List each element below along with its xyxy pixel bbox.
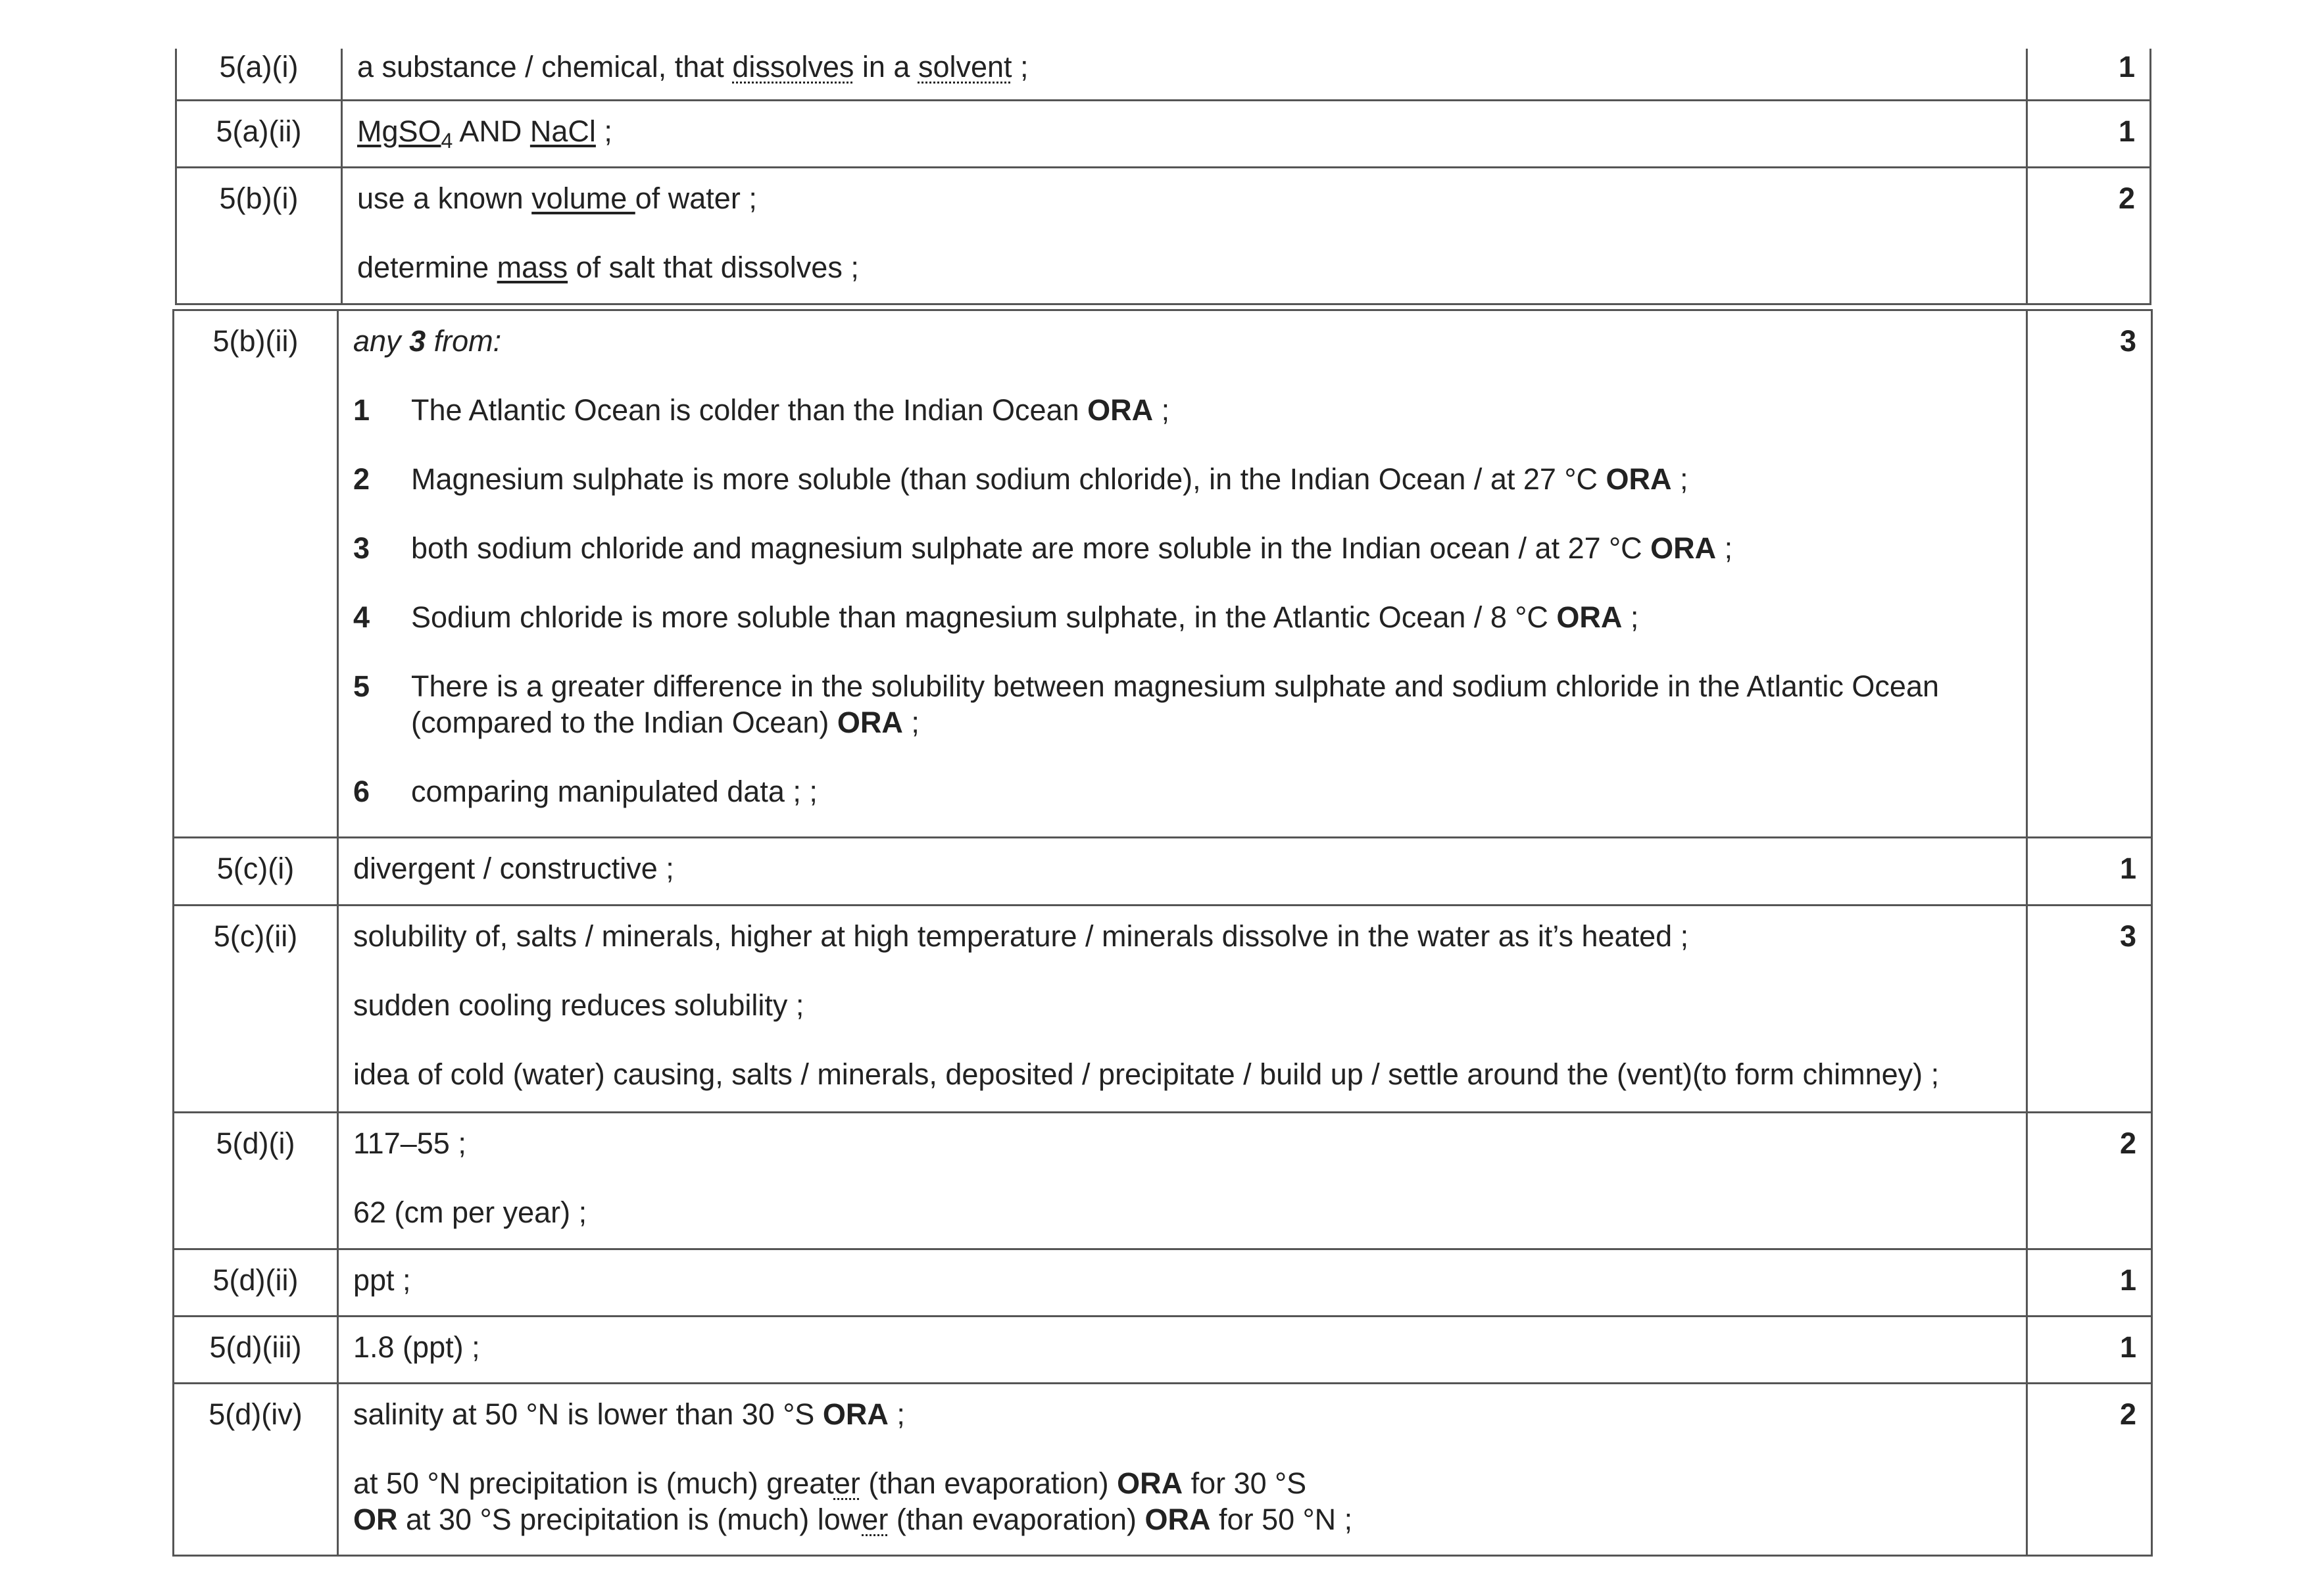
table-row [176,167,2151,304]
question-number: 5(d)(iii) [174,1317,338,1384]
mark-scheme-table-lower [172,309,2153,1557]
answer-text: a substance / chemical, that [357,50,733,84]
question-number: 5(d)(i) [174,1113,338,1249]
table-row [174,310,2152,838]
answer-line: sudden cooling reduces solubility ; [353,988,804,1022]
keyword: solvent [918,50,1012,84]
list-item: 5 There is a greater difference in the solubility between magnesium sulphate and sodium chloride in the Atlantic Ocean (compared to the Indian Ocean) ORA ; [353,669,1940,739]
answer-text: ; [595,114,612,148]
formula-mgso4: MgSO$_4$ [357,114,453,153]
table-row [174,838,2152,906]
list-item: 4 Sodium chloride is more soluble than magnesium sulphate, in the Atlantic Ocean / 8 °C ORA ; [353,600,1639,634]
answer-cell: 1.8 (ppt) ; [338,1317,2027,1384]
marks: 1 [2027,1249,2152,1317]
list-item: 1 The Atlantic Ocean is colder than the Indian Ocean ORA ; [353,393,1170,427]
answer-line: use a known volume of water ; [357,181,757,215]
question-number: 5(c)(i) [174,838,338,906]
mark-scheme-table-upper [175,49,2151,305]
question-number: 5(a)(i) [176,49,342,100]
marks: 2 [2027,1113,2152,1249]
table-row [174,1113,2152,1249]
answer-text: AND [453,114,530,148]
answer-cell [342,49,2027,100]
answer-line: idea of cold (water) causing, salts / minerals, deposited / precipitate / build up / settle around the (vent)(to form chimney) ; [353,1057,1940,1091]
answer-line: salinity at 50 °N is lower than 30 °S ORA ; [353,1397,905,1431]
answer-cell [338,310,2027,838]
answer-text: ; [1012,50,1029,84]
formula-nacl: NaCl [529,114,596,148]
table-row [174,1384,2152,1556]
question-number: 5(b)(i) [176,167,342,304]
table-row [174,1317,2152,1384]
answer-cell [342,100,2027,167]
question-number: 5(d)(ii) [174,1249,338,1317]
keyword: dissolves [732,50,854,84]
question-number: 5(b)(ii) [174,310,338,838]
answer-line: OR at 30 °S precipitation is (much) lower (than evaporation) ORA for 50 °N ; [353,1503,1353,1536]
answer-line: determine mass of salt that dissolves ; [357,250,859,284]
marks: 3 [2027,310,2152,838]
answer-line: 117–55 ; [353,1126,466,1160]
answer-cell [338,1384,2027,1556]
marks: 3 [2027,906,2152,1113]
answer-cell [338,1113,2027,1249]
marks: 1 [2027,49,2151,100]
answer-line: 62 (cm per year) ; [353,1196,587,1229]
table-row [174,906,2152,1113]
answer-cell: ppt ; [338,1249,2027,1317]
marks: 2 [2027,167,2151,304]
table-row [174,1249,2152,1317]
list-item: 2 Magnesium sulphate is more soluble (than sodium chloride), in the Indian Ocean / at 27 °C ORA ; [353,462,1688,496]
list-item: 6 comparing manipulated data ; ; [353,775,818,808]
marks: 2 [2027,1384,2152,1556]
question-number: 5(d)(iv) [174,1384,338,1556]
table-row [176,100,2151,167]
table-row [176,49,2151,100]
question-number: 5(a)(ii) [176,100,342,167]
marks: 1 [2027,100,2151,167]
answer-line: at 50 °N precipitation is (much) greater (than evaporation) ORA for 30 °S [353,1466,1307,1500]
marks: 1 [2027,838,2152,906]
answer-text: in a [854,50,918,84]
list-item: 3 both sodium chloride and magnesium sulphate are more soluble in the Indian ocean / at 27 °C ORA ; [353,531,1733,565]
marks: 1 [2027,1317,2152,1384]
answer-cell [342,167,2027,304]
answer-cell [338,906,2027,1113]
answer-cell: divergent / constructive ; [338,838,2027,906]
answer-line: solubility of, salts / minerals, higher at high temperature / minerals dissolve in the water as it’s heated ; [353,919,1689,953]
question-number: 5(c)(ii) [174,906,338,1113]
answer-intro: any 3 from: [353,324,502,358]
